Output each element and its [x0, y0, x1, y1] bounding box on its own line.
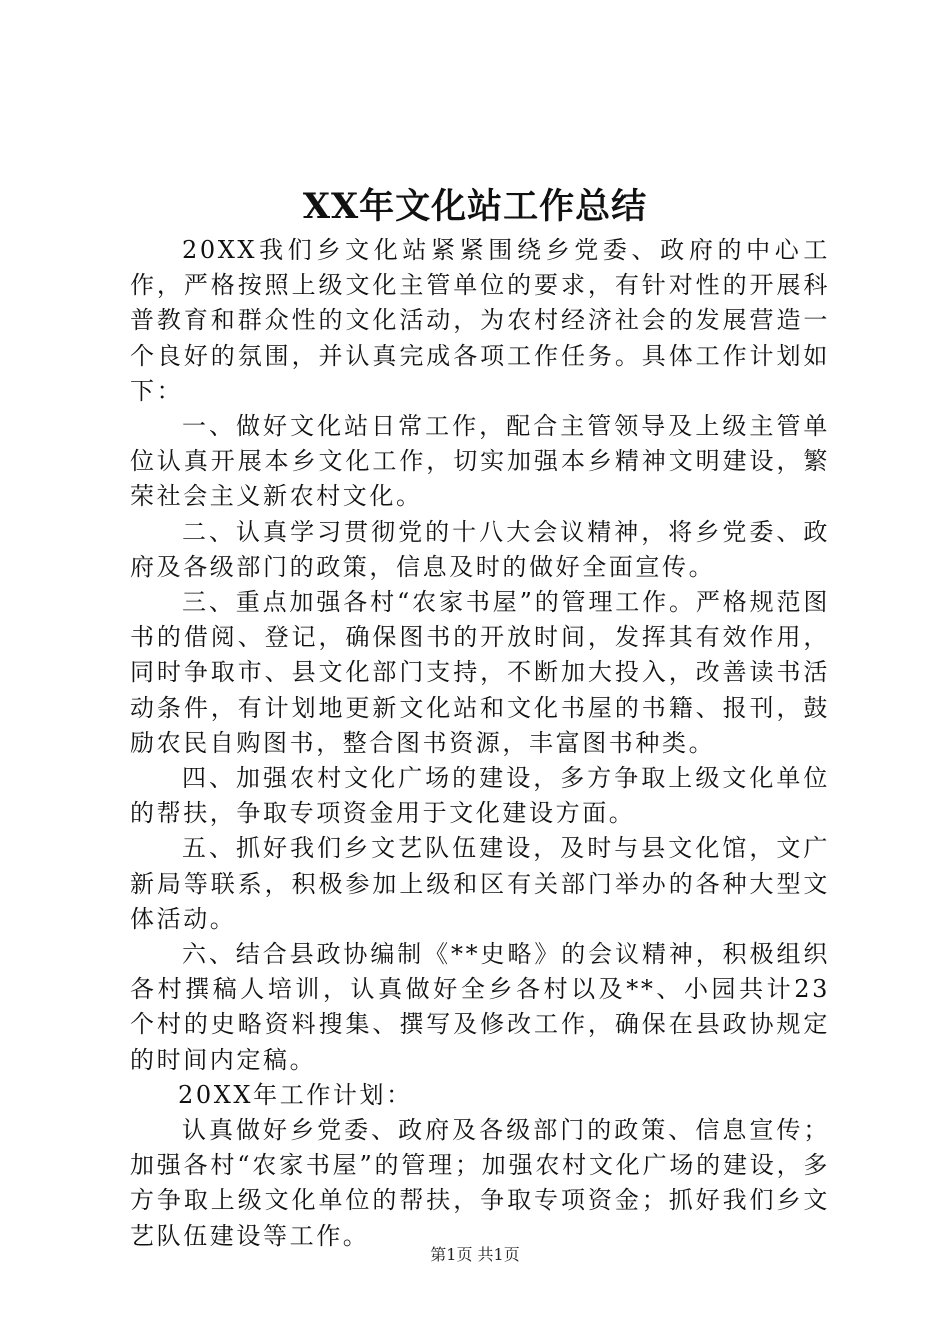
plan-paragraph: 认真做好乡党委、政府及各级部门的政策、信息宣传；加强各村“农家书屋”的管理；加强农村文化广场的建设，多方争取上级文化单位的帮扶，争取专项资金；抓好我们乡文艺队伍建设等工作。: [130, 1116, 830, 1250]
item-two-paragraph: 二、认真学习贯彻党的十八大会议精神，将乡党委、政府及各级部门的政策，信息及时的做好全面宣传。: [130, 517, 830, 581]
item-six-paragraph: 六、结合县政协编制《**史略》的会议精神，积极组织各村撰稿人培训，认真做好全乡各村以及**、小园共计23个村的史略资料搜集、撰写及修改工作，确保在县政协规定的时间内定稿。: [130, 940, 830, 1074]
item-five-paragraph: 五、抓好我们乡文艺队伍建设，及时与县文化馆，文广新局等联系，积极参加上级和区有关部门举办的各种大型文体活动。: [130, 834, 830, 933]
document-title: XX年文化站工作总结: [302, 186, 648, 227]
plan-heading: 20XX年工作计划：: [178, 1080, 413, 1109]
intro-paragraph: 20XX我们乡文化站紧紧围绕乡党委、政府的中心工作，严格按照上级文化主管单位的要求，有针对性的开展科普教育和群众性的文化活动，为农村经济社会的发展营造一个良好的氛围，并认真完成各项工作任务。具体工作计划如下：: [130, 236, 830, 405]
document-body: [130, 233, 830, 1254]
item-four-paragraph: 四、加强农村文化广场的建设，多方争取上级文化单位的帮扶，争取专项资金用于文化建设方面。: [130, 764, 830, 828]
item-three-paragraph: 三、重点加强各村“农家书屋”的管理工作。严格规范图书的借阅、登记，确保图书的开放时间，发挥其有效作用，同时争取市、县文化部门支持，不断加大投入，改善读书活动条件，有计划地更新文化站和文化书屋的书籍、报刊，鼓励农民自购图书，整合图书资源，丰富图书种类。: [130, 588, 830, 757]
page-footer: 第1页 共1页: [430, 1245, 520, 1264]
item-one-paragraph: 一、做好文化站日常工作，配合主管领导及上级主管单位认真开展本乡文化工作，切实加强本乡精神文明建设，繁荣社会主义新农村文化。: [130, 412, 830, 511]
